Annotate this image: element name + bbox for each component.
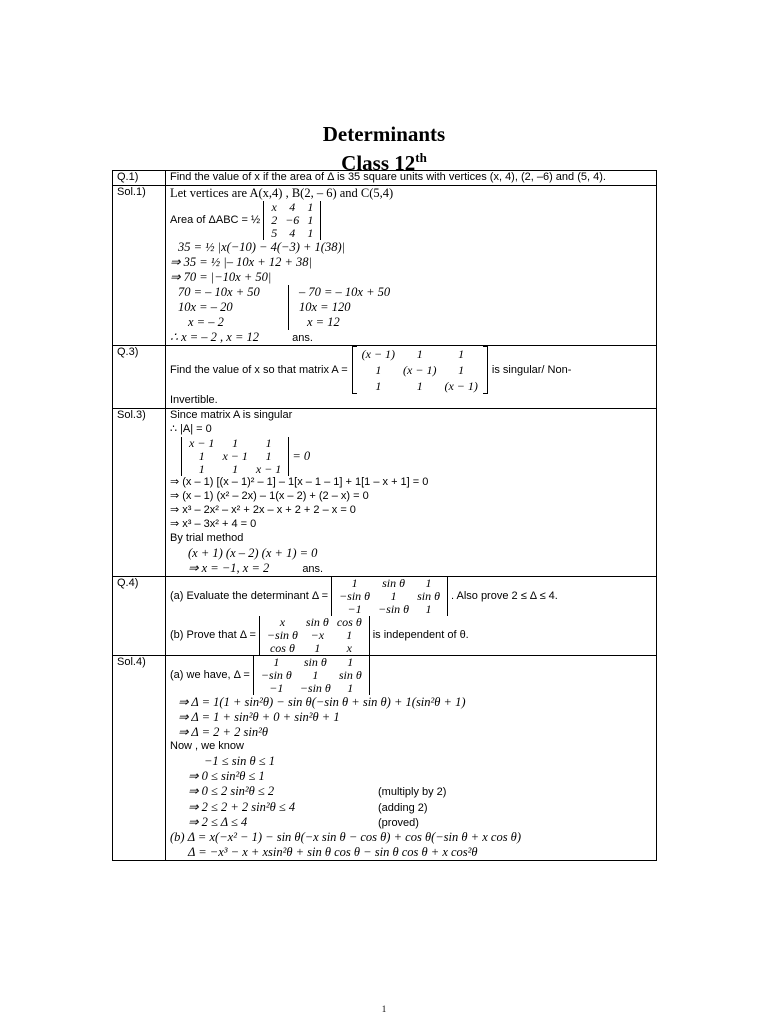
det-cell: 1 (425, 602, 432, 617)
case-line: – 70 = – 10x + 50 (299, 285, 391, 299)
det-cell: sin θ (303, 655, 327, 670)
det-cell: 1 (265, 449, 272, 464)
mat-cell: (x − 1) (361, 347, 396, 362)
det-cell: 1 (232, 462, 239, 477)
factor-line: (x + 1) (x – 2) (x + 1) = 0 (188, 546, 318, 561)
table-row-q4 (113, 577, 657, 656)
step-line: ⇒ Δ = 1(1 + sin²θ) − sin θ(−sin θ + sin θ) + 1(sin²θ + 1) (178, 695, 466, 710)
page-number: 1 (381, 1004, 387, 1014)
det-cell: 1 (425, 576, 432, 591)
det-cell: −sin θ (378, 602, 410, 617)
vertices-line: Let vertices are A(x,4) , B(2, – 6) and C(5,4) (170, 186, 394, 200)
det-cell: −sin θ (260, 668, 292, 683)
det-cell: 1 (265, 436, 272, 451)
ineq-line (170, 769, 652, 784)
det-cell: 1 (198, 462, 205, 477)
row-label: Sol.4) (113, 656, 166, 861)
det-cell: 1 (307, 226, 314, 240)
q4b-before: (b) Prove that Δ = (170, 629, 256, 642)
det-cell: −sin θ (266, 628, 298, 643)
question-text (166, 171, 657, 186)
step-line: Since matrix A is singular (170, 409, 293, 422)
ineq-expr: −1 ≤ sin θ ≤ 1 (204, 754, 276, 769)
det-cell: 1 (346, 628, 353, 643)
ans-text: ans. (302, 563, 324, 576)
ineq-expr: ⇒ 2 ≤ 2 + 2 sin²θ ≤ 4 (188, 799, 296, 814)
mat-cell: 1 (458, 363, 465, 378)
mat-cell: 1 (416, 347, 423, 362)
step-line: ⇒ (x – 1) (x² – 2x) – 1(x – 2) + (2 – x) = 0 (170, 490, 369, 503)
table-row-sol3 (113, 409, 657, 577)
sol4-have: (a) we have, Δ = (170, 669, 250, 682)
ineq-expr: ⇒ 2 ≤ Δ ≤ 4 (188, 814, 248, 829)
case-left (170, 285, 289, 330)
ineq-note: (proved) (378, 816, 419, 829)
det-cell: 1 (307, 213, 314, 227)
det-cell: −x (310, 628, 325, 643)
q4a-determinant (331, 577, 448, 616)
det-cell: −1 (347, 602, 362, 617)
det-row (170, 437, 652, 476)
step-line: ⇒ (x – 1) [(x – 1)² – 1] – 1[x – 1 – 1] + 1[1 – x + 1] = 0 (170, 476, 429, 489)
solution-cell (166, 409, 657, 577)
subtitle-text: Class 12 (341, 151, 416, 175)
area-label: Area of ΔABC = ½ (170, 213, 261, 226)
mat-cell: 1 (458, 347, 465, 362)
table-row-q1 (113, 171, 657, 186)
case-line: x = – 2 (188, 315, 224, 329)
case-line: x = 12 (307, 315, 340, 329)
det-cell: cos θ (336, 615, 362, 630)
det-cell: 1 (232, 436, 239, 451)
q4a-after: . Also prove 2 ≤ Δ ≤ 4. (450, 590, 558, 603)
det-cell: x − 1 (255, 462, 282, 477)
det-cell: sin θ (417, 589, 440, 604)
part-b-line: (b) Δ = x(−x² − 1) − sin θ(−x sin θ − cos θ) + cos θ(−sin θ + x cos θ) (170, 829, 521, 844)
det-cell: 1 (351, 576, 358, 591)
det-equals: = 0 (292, 449, 311, 464)
step-line: By trial method (170, 532, 244, 545)
mat-cell: (x − 1) (444, 379, 478, 394)
row-label: Sol.3) (113, 409, 166, 577)
sol4-have-row (170, 656, 652, 695)
det-cell: 1 (347, 681, 354, 696)
case-line: 10x = 120 (299, 300, 351, 314)
table-row-sol4 (113, 656, 657, 861)
det-cell: −sin θ (299, 681, 331, 696)
table-row-sol1 (113, 186, 657, 346)
row-label: Sol.1) (113, 186, 166, 346)
row-label: Q.3) (113, 346, 166, 409)
mat-cell: 1 (375, 379, 382, 394)
ineq-line (170, 800, 652, 815)
ineq-note: (multiply by 2) (378, 786, 447, 799)
matrix-a (352, 346, 488, 394)
row-label: Q.4) (113, 577, 166, 656)
det-cell: 1 (390, 589, 397, 604)
mat-cell: 1 (416, 379, 423, 394)
qa-table (112, 170, 657, 861)
det-cell: sin θ (382, 576, 406, 591)
step-line: 35 = ½ |x(−10) − 4(−3) + 1(38)| (178, 240, 346, 254)
step-line: ⇒ 70 = |−10x + 50| (170, 270, 272, 284)
det-cell: 2 (271, 213, 278, 227)
q3-text-end: Invertible. (170, 394, 218, 407)
sol4-determinant (253, 656, 370, 695)
row-label: Q.1) (113, 171, 166, 186)
q4-part-b (170, 616, 652, 655)
ineq-expr: ⇒ 0 ≤ sin²θ ≤ 1 (188, 769, 265, 784)
question-text (166, 577, 657, 656)
det-cell: 5 (271, 226, 278, 240)
det-cell: x − 1 (222, 449, 248, 464)
det-cell: 1 (314, 641, 321, 656)
det-cell: 1 (198, 449, 205, 464)
det-cell: 1 (273, 655, 280, 670)
part-b-line: Δ = −x³ − x + xsin²θ + sin θ cos θ − sin θ cos θ + x cos²θ (188, 844, 478, 859)
step-line: ⇒ x³ – 3x² + 4 = 0 (170, 518, 257, 531)
table-row-q3 (113, 346, 657, 409)
mat-cell: (x − 1) (403, 363, 437, 378)
ineq-expr: ⇒ 0 ≤ 2 sin²θ ≤ 2 (188, 784, 275, 799)
roots-text: ⇒ x = −1, x = 2 (188, 561, 270, 576)
det-cell: 1 (307, 200, 314, 214)
det-cell: x (346, 641, 352, 656)
det-cell: sin θ (305, 615, 329, 630)
solution-cell (166, 186, 657, 346)
det-cell: sin θ (338, 668, 362, 683)
sol3-determinant (181, 437, 289, 476)
q3-text-after: is singular/ Non- (491, 363, 572, 376)
page-title: Determinants (322, 122, 446, 146)
case-right (289, 285, 390, 330)
det-cell: 1 (347, 655, 354, 670)
conclusion-line (170, 330, 652, 345)
ineq-line (170, 754, 652, 769)
step-line: ⇒ Δ = 2 + 2 sin²θ (178, 725, 268, 740)
det-cell: 4 (289, 226, 296, 240)
det-cell: x − 1 (189, 436, 215, 451)
ineq-line (170, 784, 652, 799)
ans-text: ans. (292, 332, 313, 344)
case-line: 10x = – 20 (178, 300, 233, 314)
det-cell: −6 (285, 213, 300, 227)
det-cell: x (279, 615, 286, 630)
two-case-block (170, 285, 652, 330)
det-cell: cos θ (269, 641, 295, 656)
det-cell: 1 (312, 668, 319, 683)
step-line: ⇒ Δ = 1 + sin²θ + 0 + sin²θ + 1 (178, 710, 340, 725)
ineq-line (170, 815, 652, 830)
q3-matrix-row (170, 346, 652, 394)
now-line: Now , we know (170, 740, 244, 753)
subtitle-sup: th (415, 150, 427, 165)
roots-line (170, 561, 652, 576)
det-cell: −sin θ (339, 589, 371, 604)
det-cell: −1 (269, 681, 284, 696)
q3-text-before: Find the value of x so that matrix A = (170, 363, 348, 376)
det-cell: x (271, 200, 277, 214)
ineq-note: (adding 2) (378, 801, 428, 814)
det-cell: 4 (289, 200, 296, 214)
solution-cell (166, 656, 657, 861)
q1-text: Find the value of x if the area of Δ is 35 square units with vertices (x, 4), (2, –6) and (5, 4). (170, 171, 606, 183)
question-text (166, 346, 657, 409)
conclusion-text: ∴ x = – 2 , x = 12 (170, 330, 260, 344)
area-determinant (263, 201, 321, 240)
q4a-before: (a) Evaluate the determinant Δ = (170, 590, 329, 603)
q4b-determinant (259, 616, 370, 655)
area-row (170, 201, 652, 240)
case-line: 70 = – 10x + 50 (178, 285, 260, 299)
step-line: ⇒ 35 = ½ |– 10x + 12 + 38| (170, 255, 312, 269)
q4b-after: is independent of θ. (372, 629, 469, 642)
q4-part-a (170, 577, 652, 616)
mat-cell: 1 (375, 363, 382, 378)
step-line: ∴ |A| = 0 (170, 423, 212, 436)
step-line: ⇒ x³ – 2x² – x² + 2x – x + 2 + 2 – x = 0 (170, 504, 356, 517)
